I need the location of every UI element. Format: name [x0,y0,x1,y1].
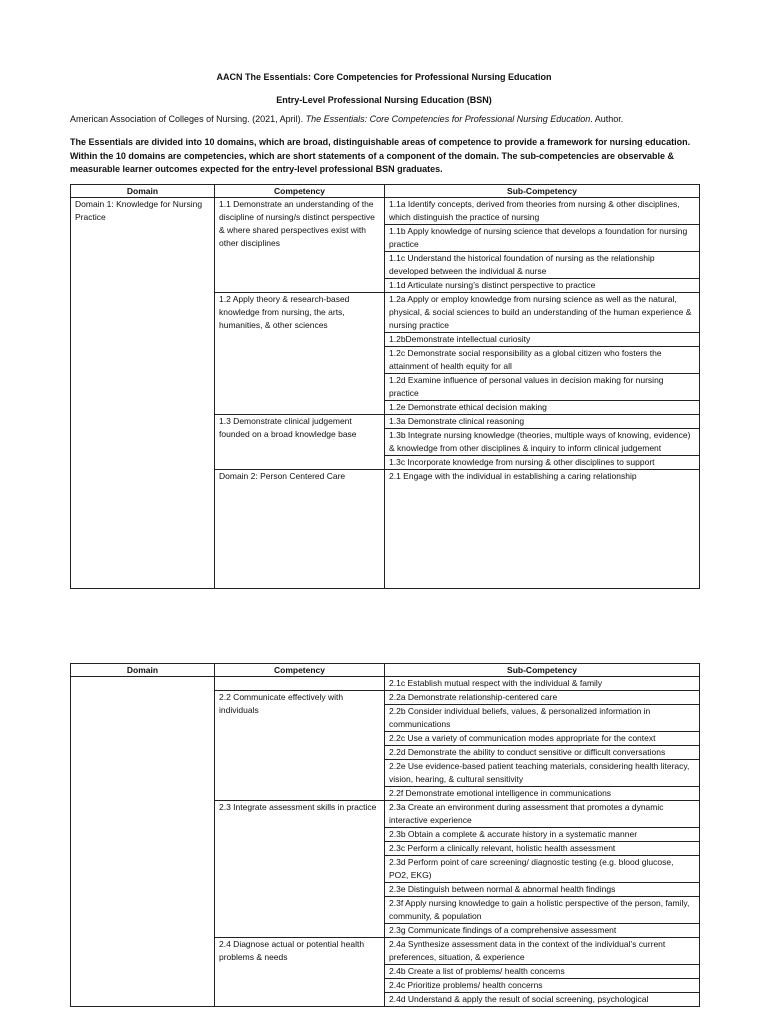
competency-cell: 2.1 Engage with the individual in establishing a caring relationship [385,470,700,589]
intro-paragraph: The Essentials are divided into 10 domains, which are broad, distinguishable areas of competence to provide a framework for nursing education. Within the 10 domains are competencies, which are short statements of a component of the domain. The sub-competencies are observable & measurable learner outcomes expected for the entry-level professional BSN graduates. [70,137,691,174]
header-sub-competency: Sub-Competency [385,664,700,677]
sub-competency-cell: 1.2bDemonstrate intellectual curiosity [385,333,700,347]
sub-competency-cell: 2.1c Establish mutual respect with the individual & family [385,677,700,691]
sub-competency-cell: 1.2e Demonstrate ethical decision making [385,401,700,415]
sub-competency-cell: 1.3b Integrate nursing knowledge (theories, multiple ways of knowing, evidence) & knowledge from other disciplines & inquiry to inform clinical judgement [385,429,700,456]
competency-cell: 2.4 Diagnose actual or potential health problems & needs [215,938,385,1007]
sub-competency-cell: 2.3d Perform point of care screening/ diagnostic testing (e.g. blood glucose, PO2, EKG) [385,856,700,883]
sub-competency-cell: 1.2c Demonstrate social responsibility as a global citizen who fosters the attainment of health equity for all [385,347,700,374]
sub-competency-cell: 1.1a Identify concepts, derived from theories from nursing & other disciplines, which distinguish the practice of nursing [385,198,700,225]
competency-cell: 2.3 Integrate assessment skills in practice [215,801,385,938]
sub-competency-cell: 1.1d Articulate nursing’s distinct perspective to practice [385,279,700,293]
competency-table-2 [70,663,700,1007]
table-header-row [71,664,700,677]
competency-cell: 1.3 Demonstrate clinical judgement founded on a broad knowledge base [215,415,385,470]
competency-cell: 1.2 Apply theory & research-based knowledge from nursing, the arts, humanities, & other sciences [215,293,385,415]
sub-competency-cell: 2.4b Create a list of problems/ health concerns [385,965,700,979]
sub-competency-cell: 2.2f Demonstrate emotional intelligence in communications [385,787,700,801]
document-subtitle: Entry-Level Professional Nursing Education (BSN) [276,95,492,105]
citation [70,113,698,125]
sub-competency-cell: 2.2a Demonstrate relationship-centered care [385,691,700,705]
header-competency: Competency [215,664,385,677]
sub-competency-cell: 2.2e Use evidence-based patient teaching materials, considering health literacy, vision, hearing, & cultural sensitivity [385,760,700,787]
sub-competency-cell: 2.4c Prioritize problems/ health concerns [385,979,700,993]
domain-cell: Domain 1: Knowledge for Nursing Practice [71,198,215,589]
competency-cell: 1.1 Demonstrate an understanding of the discipline of nursing/s distinct perspective & where shared perspectives exist with other disciplines [215,198,385,293]
citation-title: The Essentials: Core Competencies for Professional Nursing Education [305,114,591,124]
sub-competency-cell: 1.3a Demonstrate clinical reasoning [385,415,700,429]
sub-competency-cell: 1.3c Incorporate knowledge from nursing & other disciplines to support [385,456,700,470]
citation-prefix: American Association of Colleges of Nursing. (2021, April). [70,114,306,124]
competency-cell [215,677,385,691]
sub-competency-cell: 1.1c Understand the historical foundation of nursing as the relationship developed between the individual & nurse [385,252,700,279]
sub-competency-cell: 2.3e Distinguish between normal & abnormal health findings [385,883,700,897]
sub-competency-cell: 2.3b Obtain a complete & accurate history in a systematic manner [385,828,700,842]
table-header-row [71,185,700,198]
sub-competency-cell: 2.3a Create an environment during assessment that promotes a dynamic interactive experience [385,801,700,828]
table-row [71,198,700,225]
header-competency: Competency [215,185,385,198]
sub-competency-cell: 2.2c Use a variety of communication modes appropriate for the context [385,732,700,746]
sub-competency-cell: 1.2a Apply or employ knowledge from nursing science as well as the natural, physical, & social sciences to build an understanding of the human experience & nursing practice [385,293,700,333]
sub-competency-cell: 2.4a Synthesize assessment data in the context of the individual’s current preferences, situation, & experience [385,938,700,965]
header-sub-competency: Sub-Competency [385,185,700,198]
sub-competency-cell: 2.4d Understand & apply the result of social screening, psychological [385,993,700,1007]
domain-cell [71,677,215,1007]
sub-competency-cell: 2.3f Apply nursing knowledge to gain a holistic perspective of the person, family, community, & population [385,897,700,924]
table-row [71,677,700,691]
sub-competency-cell: 1.1b Apply knowledge of nursing science that develops a foundation for nursing practice [385,225,700,252]
sub-competency-cell: 2.2d Demonstrate the ability to conduct sensitive or difficult conversations [385,746,700,760]
header-domain: Domain [71,664,215,677]
competency-table-1 [70,184,700,589]
document-title: AACN The Essentials: Core Competencies for Professional Nursing Education [216,72,552,82]
sub-competency-cell: 2.3g Communicate findings of a comprehensive assessment [385,924,700,938]
competency-cell: 2.2 Communicate effectively with individuals [215,691,385,801]
sub-competency-cell: 2.2b Consider individual beliefs, values, & personalized information in communications [385,705,700,732]
sub-competency-cell: 1.2d Examine influence of personal values in decision making for nursing practice [385,374,700,401]
domain-cell: Domain 2: Person Centered Care [215,470,385,589]
sub-competency-cell: 2.3c Perform a clinically relevant, holistic health assessment [385,842,700,856]
header-domain: Domain [71,185,215,198]
citation-suffix: . Author. [590,114,624,124]
